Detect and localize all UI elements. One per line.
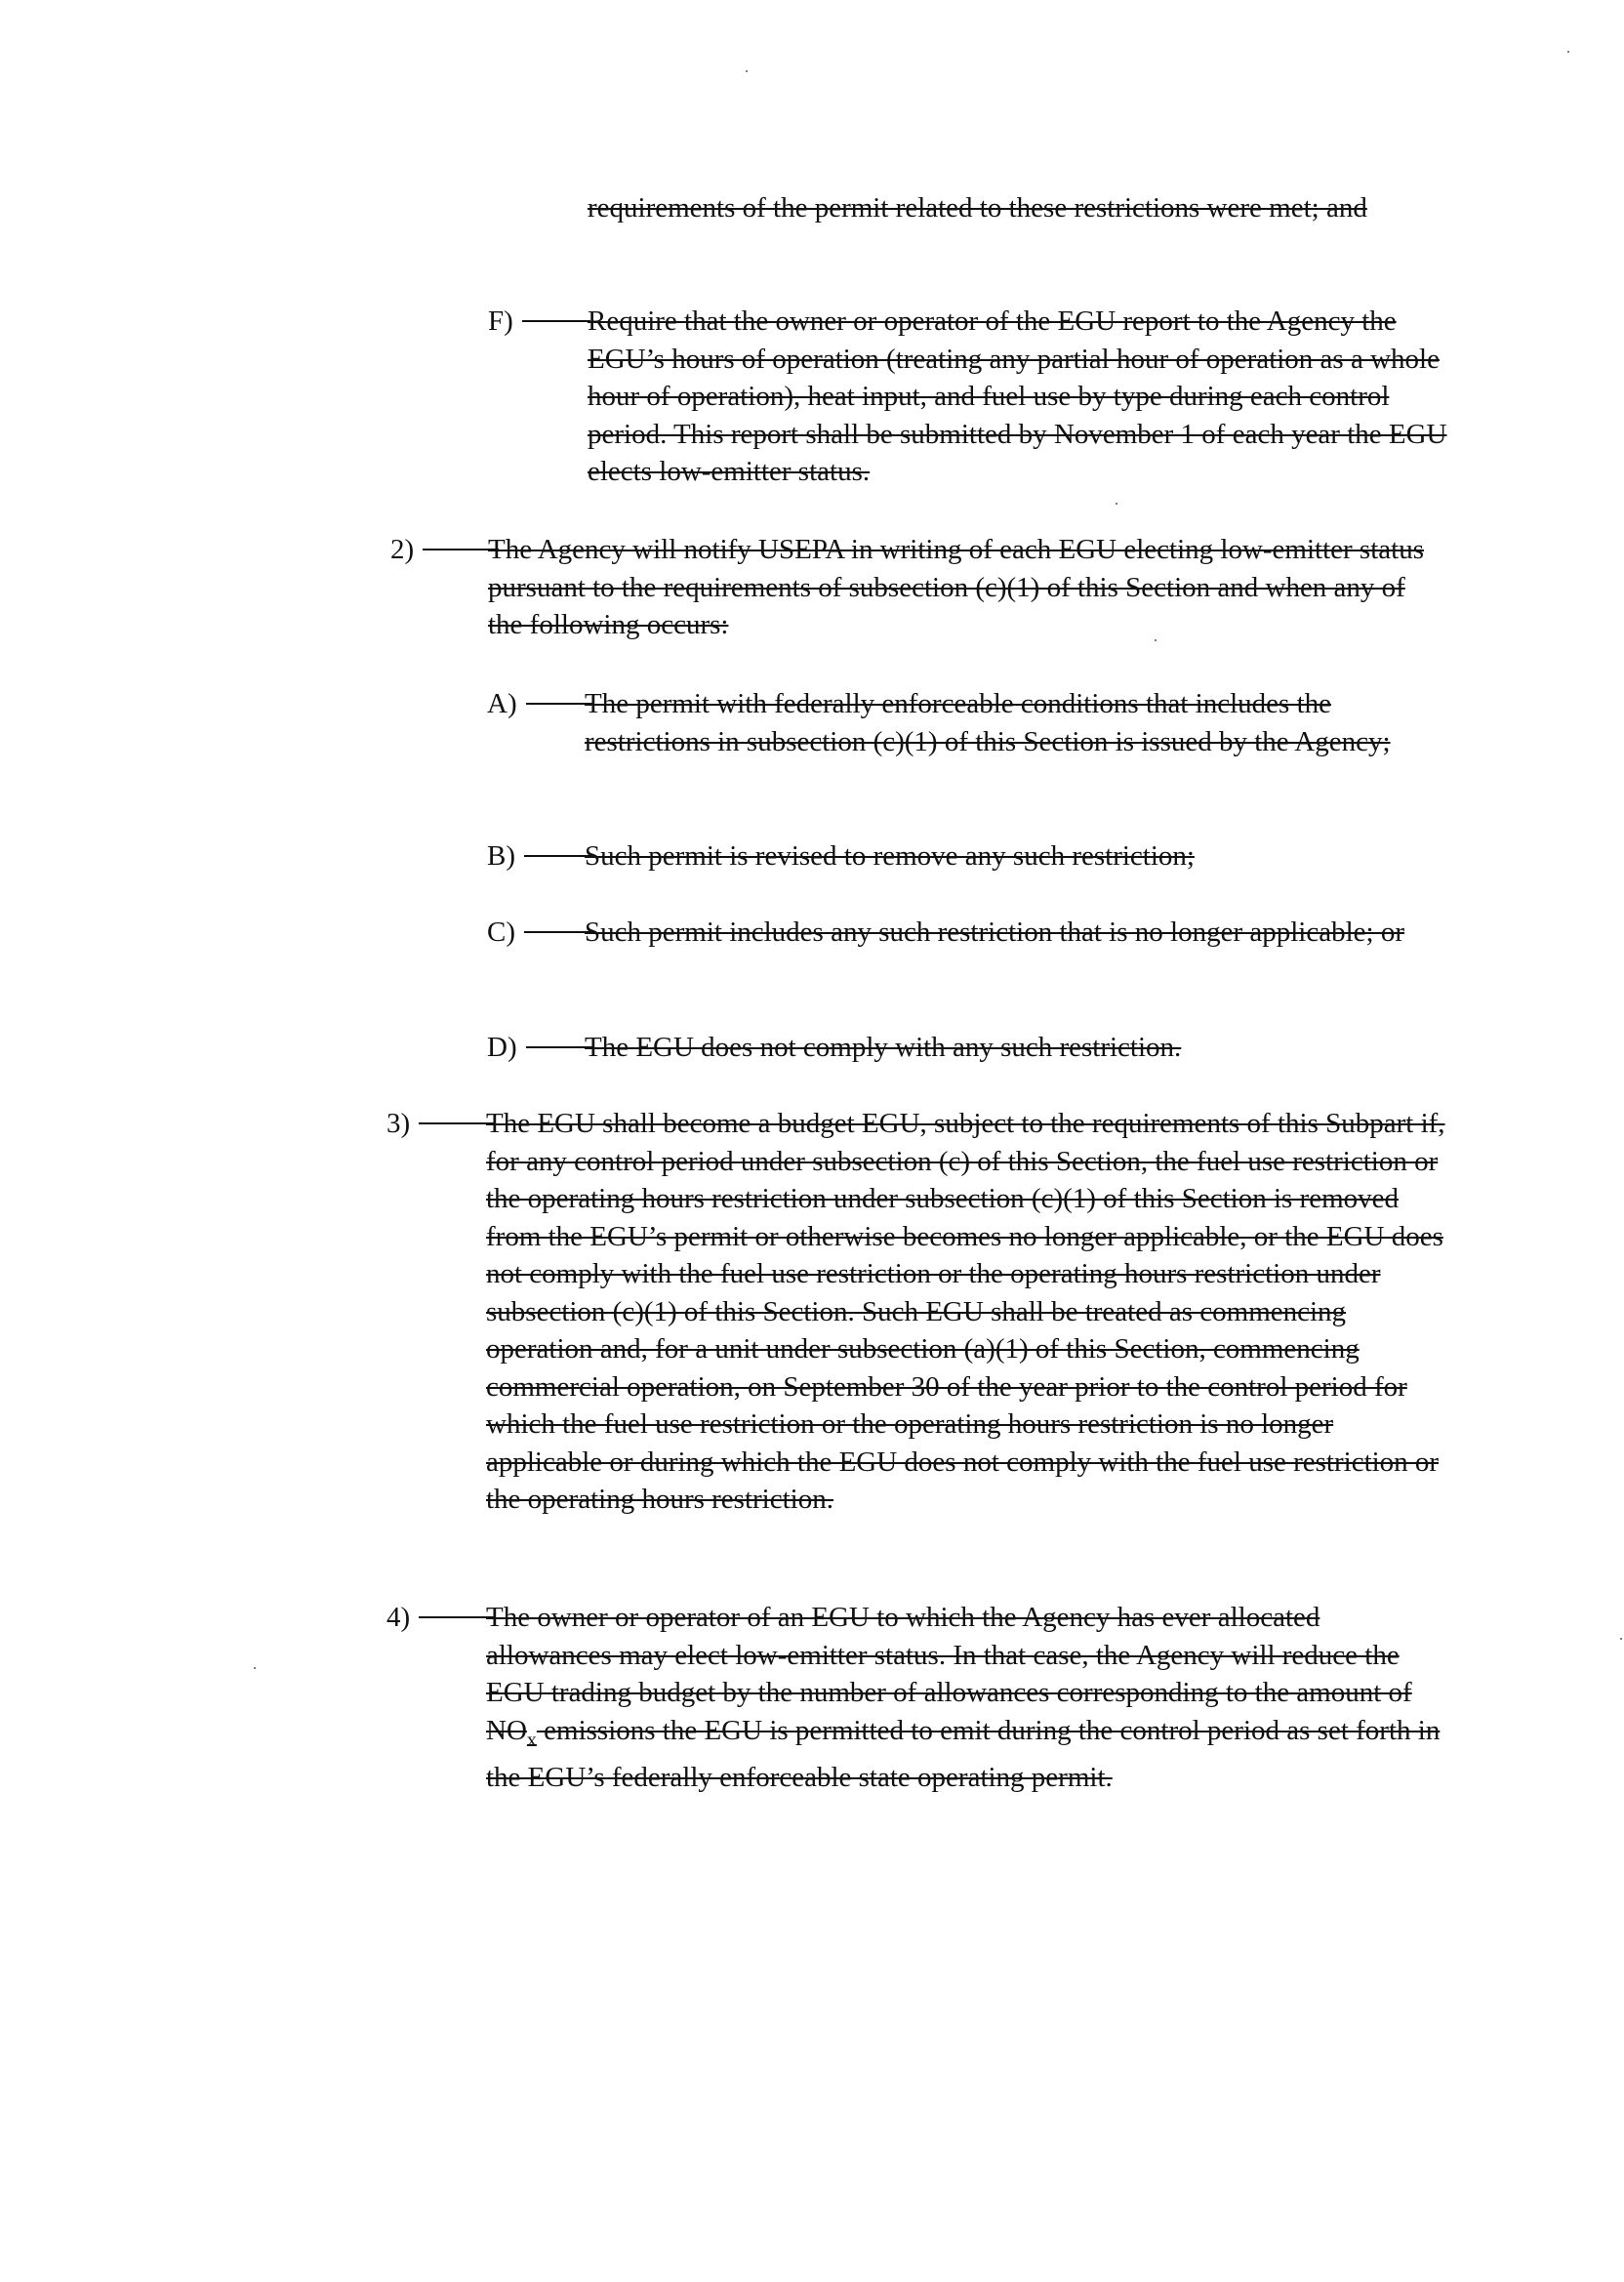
list-marker: 4) (386, 1602, 411, 1633)
list-item-text-part: emissions the EGU is permitted to emit during the control period as set forth in the EGU’s federally enforceable state operating permit. (486, 1714, 1441, 1793)
list-item-text: Such permit includes any such restriction that is no longer applicable; or (585, 917, 1404, 948)
list-marker: F) (488, 306, 513, 337)
scan-speck (1116, 503, 1117, 505)
list-item-text-part: The owner or operator of an EGU to which the Agency has ever allocated allowances may elect low-emitter status. In that case, the Agency will reduce the EGU trading budget by the number of allowances corresponding to the amount of NO (486, 1602, 1412, 1746)
list-marker: C) (487, 917, 515, 948)
scan-speck (1567, 51, 1569, 53)
list-item-text: The Agency will notify USEPA in writing of each EGU electing low-emitter status pursuant to the requirements of subsection (c)(1) of this Section and when any of the following occurs: (488, 534, 1424, 640)
list-item-text: The EGU shall become a budget EGU, subject to the requirements of this Subpart if, for any control period under subsection (c) of this Section, the fuel use restriction or the operating hours restriction under subsection (c)(1) of this Section is removed from the EGU’s permit or otherwise becomes no longer applicable, or the EGU does not comply with the fuel use restriction or the operating hours restriction under subsection (c)(1) of this Section. Such EGU shall be treated as commencing operation and, for a unit under subsection (a)(1) of this Section, commencing commercial operation, on September 30 of the year prior to the control period for which the fuel use restriction or the operating hours restriction is no longer applicable or during which the EGU does not comply with the fuel use restriction or the operating hours restriction. (486, 1108, 1445, 1515)
list-marker: B) (487, 840, 515, 872)
list-item-text: Such permit is revised to remove any such restriction; (585, 840, 1195, 872)
list-item-F (488, 303, 1466, 491)
list-item-2D (487, 1029, 1463, 1067)
scan-speck (254, 1667, 256, 1669)
list-item-3 (386, 1105, 1452, 1519)
list-item-2B (487, 837, 1463, 876)
scan-speck (1620, 1638, 1622, 1640)
list-marker: 2) (390, 534, 415, 565)
scan-speck (746, 70, 748, 72)
list-item-text: Require that the owner or operator of the EGU report to the Agency the EGU’s hours of operation (treating any partial hour of operation as a whole hour of operation), heat input, and fuel use by type during each control period. This report shall be submitted by November 1 of each year the EGU elects low-emitter status. (588, 306, 1447, 487)
list-item-2 (390, 531, 1425, 644)
list-item-2A (487, 685, 1463, 760)
list-item-text: The permit with federally enforceable conditions that includes the restrictions in subsection (c)(1) of this Section is issued by the Agency; (585, 688, 1391, 757)
continuation-paragraph (588, 189, 1466, 227)
subscript-x: x (526, 1729, 537, 1751)
list-item-2C (487, 914, 1463, 952)
continuation-text: requirements of the permit related to these restrictions were met; and (588, 192, 1367, 224)
list-marker: D) (487, 1032, 517, 1063)
list-marker: 3) (386, 1108, 411, 1139)
list-item-4 (386, 1599, 1452, 1796)
list-marker: A) (487, 688, 517, 719)
list-item-text: The EGU does not comply with any such restriction. (585, 1032, 1182, 1063)
list-item-text (486, 1599, 1452, 1796)
